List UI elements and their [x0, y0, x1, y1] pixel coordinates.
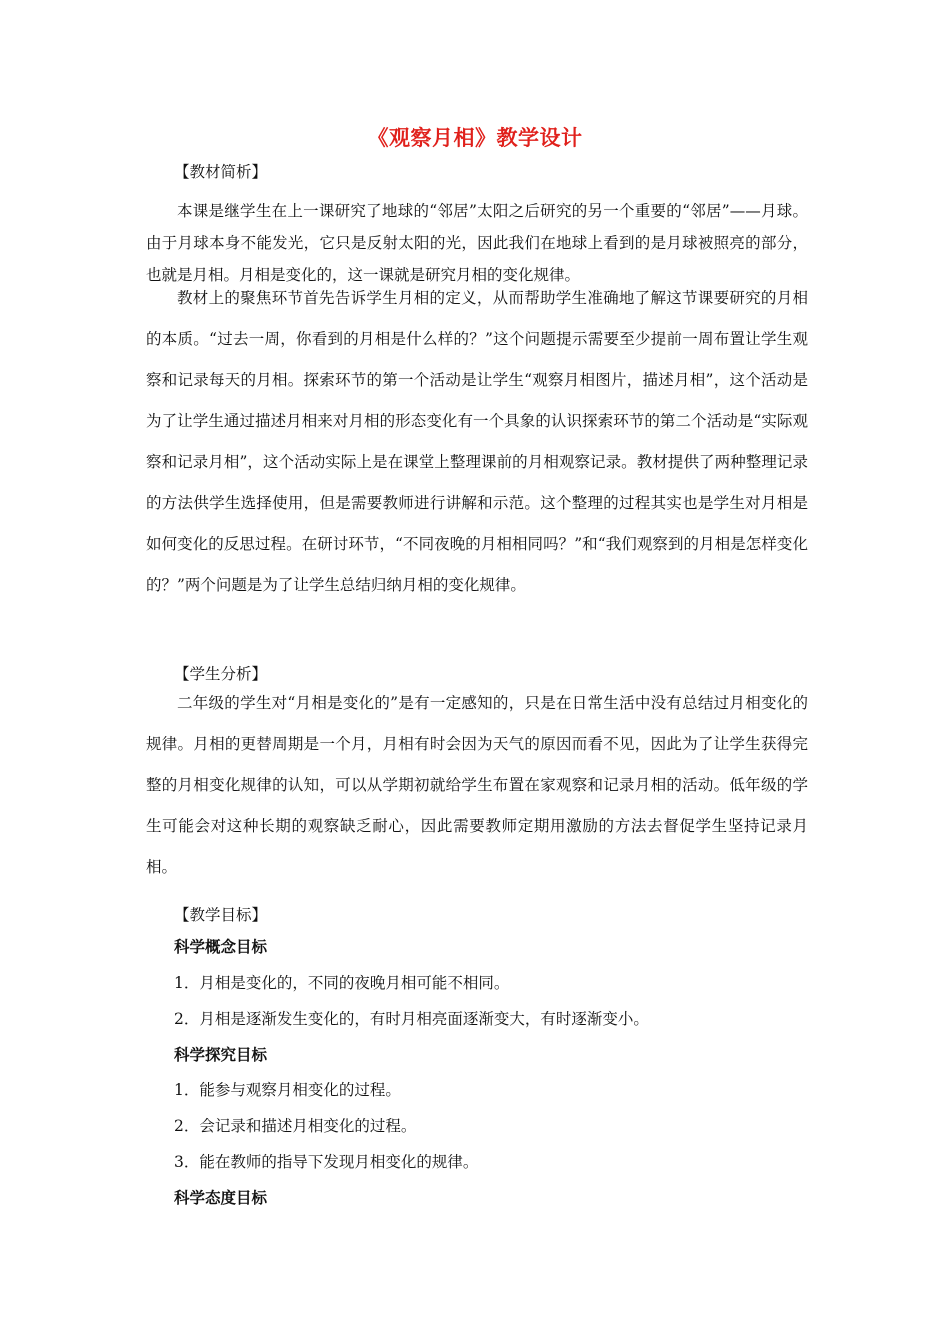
science-concept-goals-heading: 科学概念目标	[174, 938, 268, 956]
textbook-analysis-paragraph-1: 本课是继学生在上一课研究了地球的“邻居”太阳之后研究的另一个重要的“邻居”——月球。由于月球本身不能发光，它只是反射太阳的光，因此我们在地球上看到的是月球被照亮的部分，也就是月相。月相是变化的，这一课就是研究月相的变化规律。	[146, 202, 808, 284]
textbook-analysis-paragraph-2: 教材上的聚焦环节首先告诉学生月相的定义，从而帮助学生准确地了解这节课要研究的月相的本质。“过去一周，你看到的月相是什么样的？”这个问题提示需要至少提前一周布置让学生观察和记录每天的月相。探索环节的第一个活动是让学生“观察月相图片，描述月相”，这个活动是为了让学生通过描述月相来对月相的形态变化有一个具象的认识探索环节的第二个活动是“实际观察和记录月相”，这个活动实际上是在课堂上整理课前的月相观察记录。教材提供了两种整理记录的方法供学生选择使用，但是需要教师进行讲解和示范。这个整理的过程其实也是学生对月相是如何变化的反思过程。在研讨环节，“不同夜晚的月相相同吗？”和“我们观察到的月相是怎样变化的？”两个问题是为了让学生总结归纳月相的变化规律。	[146, 289, 808, 594]
document-title: 《观察月相》教学设计	[367, 126, 583, 150]
student-analysis-heading: 【学生分析】	[174, 665, 268, 683]
textbook-analysis-heading: 【教材简析】	[174, 163, 268, 181]
concept-goal-item: 1．月相是变化的，不同的夜晚月相可能不相同。	[174, 974, 510, 992]
student-analysis-paragraph: 二年级的学生对“月相是变化的”是有一定感知的，只是在日常生活中没有总结过月相变化的规律。月相的更替周期是一个月，月相有时会因为天气的原因而看不见，因此为了让学生获得完整的月相变化规律的认知，可以从学期初就给学生布置在家观察和记录月相的活动。低年级的学生可能会对这种长期的观察缺乏耐心，因此需要教师定期用激励的方法去督促学生坚持记录月相。	[146, 694, 808, 876]
inquiry-goal-item: 1．能参与观察月相变化的过程。	[174, 1081, 401, 1099]
teaching-goals-heading: 【教学目标】	[174, 906, 268, 924]
science-attitude-goals-heading: 科学态度目标	[174, 1189, 268, 1207]
inquiry-goal-item: 3．能在教师的指导下发现月相变化的规律。	[174, 1153, 479, 1171]
science-inquiry-goals-heading: 科学探究目标	[174, 1046, 268, 1064]
inquiry-goal-item: 2．会记录和描述月相变化的过程。	[174, 1117, 417, 1135]
concept-goal-item: 2．月相是逐渐发生变化的，有时月相亮面逐渐变大，有时逐渐变小。	[174, 1010, 649, 1028]
